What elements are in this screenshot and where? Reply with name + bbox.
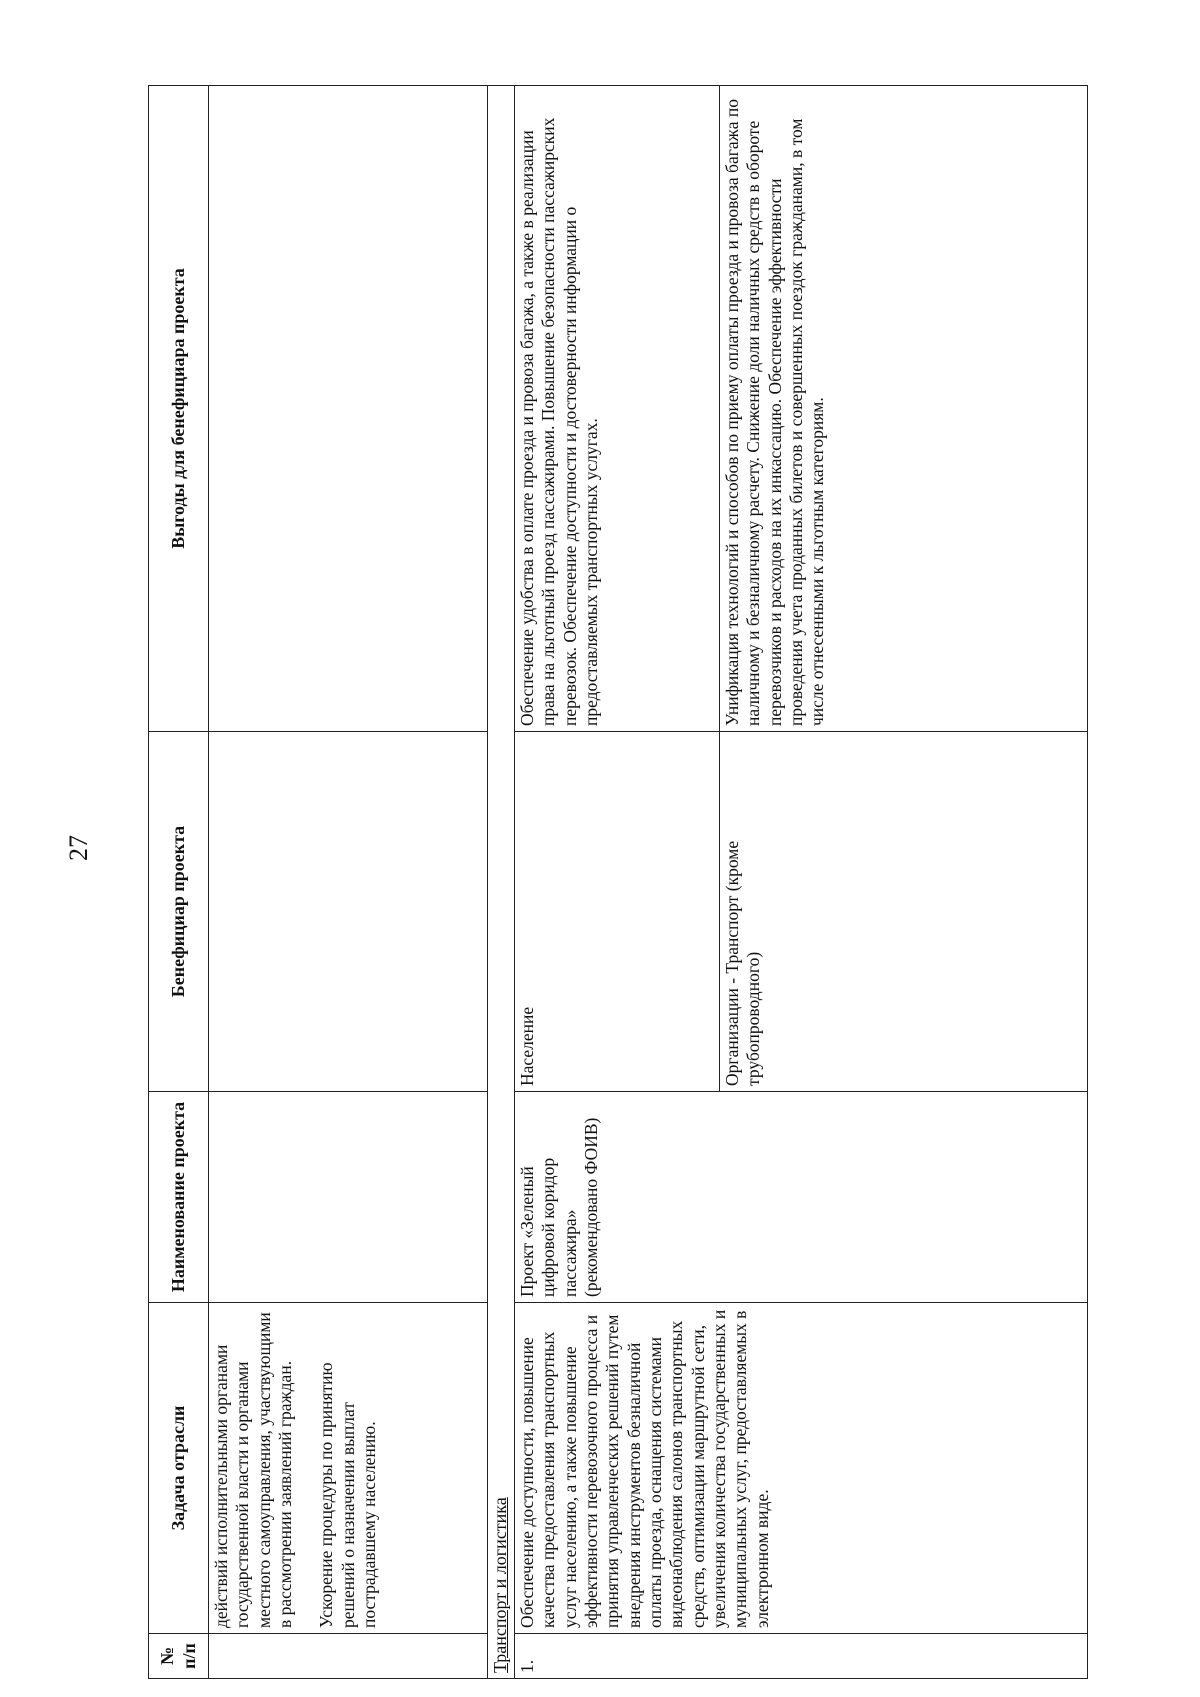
continued-beneficiary-cell <box>209 732 488 1092</box>
row1-benefits-organizations: Унификация технологий и способов по приему оплаты проезда и провоза багажа по наличному и безналичному расчету. Снижение доли наличных средств в обороте перевозчиков и расходов на их инкассацию. Обеспечение эффективности проведения учета проданных билетов и совершенных поездок гражданами, в том числе отнесенными к льготным категориям. <box>719 86 1087 732</box>
section-row <box>488 86 515 1679</box>
table-row-1a <box>514 86 719 1679</box>
header-benefits: Выгоды для бенефициара проекта <box>149 86 209 732</box>
continued-project-cell <box>209 1092 488 1303</box>
header-task: Задача отрасли <box>149 1303 209 1634</box>
row1-beneficiary-organizations: Организации - Транспорт (кроме трубопроводного) <box>719 732 1087 1092</box>
section-title: Транспорт и логистика <box>488 86 515 1679</box>
continued-task-cell <box>209 1303 488 1634</box>
table-row-continued <box>209 86 488 1679</box>
continued-benefits-cell <box>209 86 488 732</box>
row1-beneficiary-population: Население <box>514 732 719 1092</box>
header-project-name: Наименование проекта <box>149 1092 209 1303</box>
header-num: № п/п <box>149 1634 209 1679</box>
document-table-rotated <box>148 86 1083 1679</box>
page-number: 27 <box>64 835 93 861</box>
continued-num-cell <box>209 1634 488 1679</box>
row1-task: Обеспечение доступности, повышение качества предоставления транспортных услуг населению, а также повышение эффективности перевозочного процесса и принятия управленческих решений путем внедрения инструментов безналичной оплаты проезда, оснащения системами видеонаблюдения салонов транспортных средств, оптимизации маршрутной сети, увеличения количества государственных и муниципальных услуг, предоставляемых в электронном виде. <box>514 1303 1087 1634</box>
row1-project-name: Проект «Зеленый цифровой коридор пассажира» (рекомендовано ФОИВ) <box>514 1092 1087 1303</box>
row1-benefits-population: Обеспечение удобства в оплате проезда и провоза багажа, а также в реализации права на льготный проезд пассажирами. Повышение безопасности пассажирских перевозок. Обеспечение доступности и достоверности информации о предоставляемых транспортных услугах. <box>514 86 719 732</box>
continued-task-paragraph-2: Ускорение процедуры по принятию решений о назначении выплат пострадавшему населению. <box>316 1362 380 1628</box>
table-header-row <box>149 86 209 1679</box>
projects-table <box>148 85 1088 1679</box>
header-beneficiary: Бенефициар проекта <box>149 732 209 1092</box>
continued-task-paragraph-1: действий исполнительными органами государственной власти и органами местного самоуправления, участвующими в рассмотрении заявлений граждан. <box>211 1312 296 1628</box>
row1-num: 1. <box>514 1634 1087 1679</box>
